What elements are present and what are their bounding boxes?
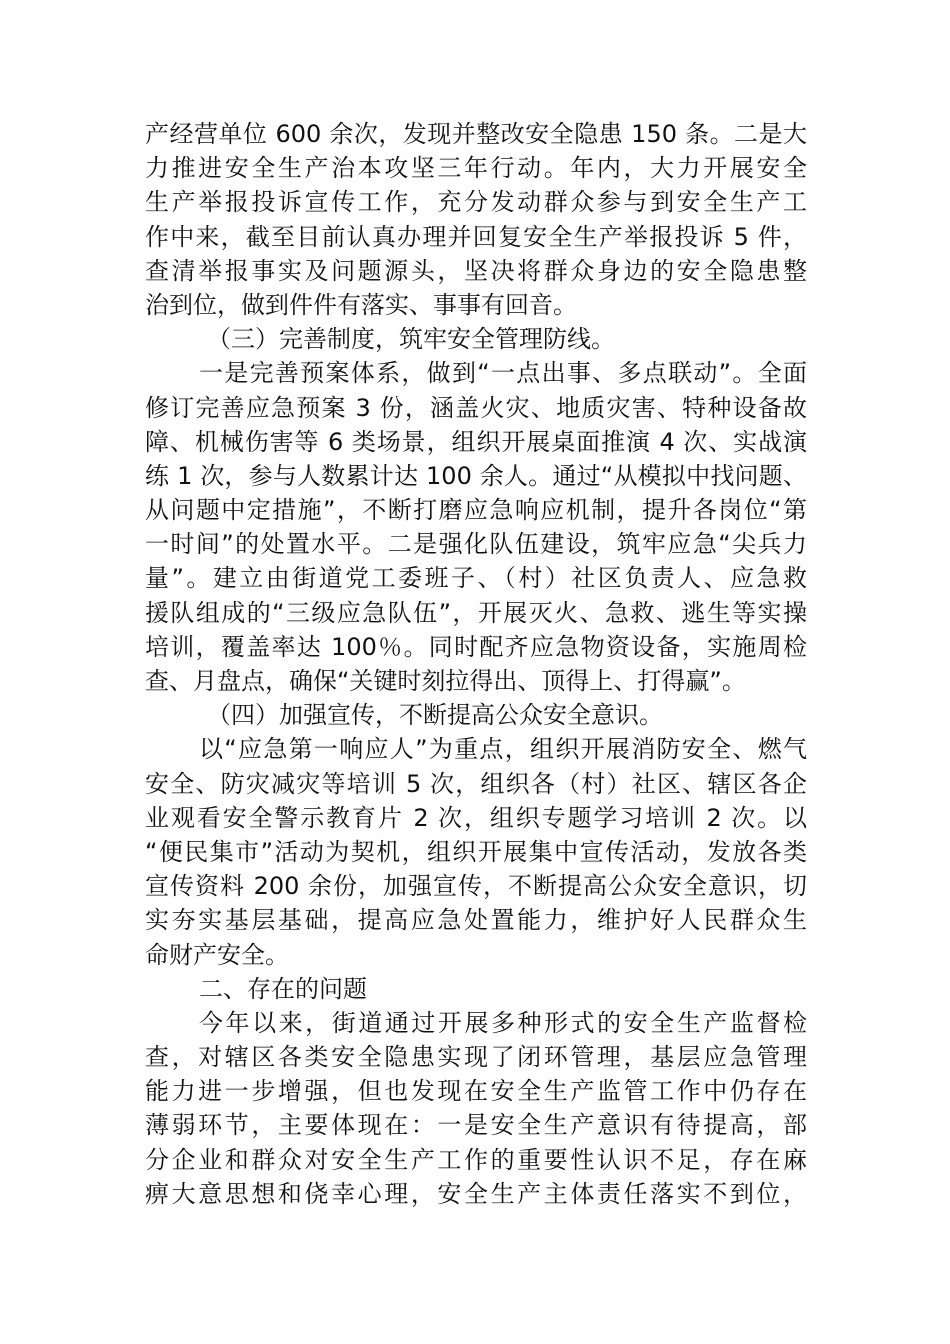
text-line: 一时间”的处置水平。二是强化队伍建设，筑牢应急“尖兵力	[145, 530, 807, 559]
section-heading: 二、存在的问题	[199, 974, 367, 1003]
text-line: 业观看安全警示教育片 2 次，组织专题学习培训 2 次。以	[145, 803, 807, 832]
text-line: 培训，覆盖率达 100％。同时配齐应急物资设备，实施周检	[145, 632, 807, 661]
text-line: 查、月盘点，确保“关键时刻拉得出、顶得上、打得赢”。	[145, 667, 746, 695]
subsection-heading: （三）完善制度，筑牢安全管理防线。	[207, 325, 615, 354]
paragraph-first-line: 以“应急第一响应人”为重点，组织开展消防安全、燃气	[199, 735, 807, 764]
document-page	[145, 117, 807, 1211]
text-line: 查清举报事实及问题源头，坚决将群众身边的安全隐患整	[145, 256, 807, 285]
subsection-heading: （四）加强宣传，不断提高公众安全意识。	[207, 701, 663, 730]
text-line: 能力进一步增强，但也发现在安全生产监管工作中仍存在	[145, 1077, 807, 1106]
text-line: 薄弱环节，主要体现在：一是安全生产意识有待提高，部	[145, 1111, 807, 1140]
text-line: “便民集市”活动为契机，组织开展集中宣传活动，发放各类	[145, 837, 807, 866]
text-line: 修订完善应急预案 3 份，涵盖火灾、地质灾害、特种设备故	[145, 393, 807, 422]
text-line: 从问题中定措施”，不断打磨应急响应机制，提升各岗位“第	[145, 496, 807, 525]
text-line: 产经营单位 600 余次，发现并整改安全隐患 150 条。二是大	[145, 120, 807, 148]
text-line: 查，对辖区各类安全隐患实现了闭环管理，基层应急管理	[145, 1043, 807, 1072]
paragraph-first-line: 今年以来，街道通过开展多种形式的安全生产监督检	[199, 1008, 807, 1037]
text-line: 命财产安全。	[145, 940, 289, 969]
text-line: 力推进安全生产治本攻坚三年行动。年内，大力开展安全	[145, 154, 807, 183]
text-line: 治到位，做到件件有落实、事事有回音。	[145, 290, 577, 319]
text-line: 痹大意思想和侥幸心理，安全生产主体责任落实不到位，	[145, 1179, 807, 1208]
text-line: 障、机械伤害等 6 类场景，组织开展桌面推演 4 次、实战演	[145, 427, 807, 456]
text-line: 生产举报投诉宣传工作，充分发动群众参与到安全生产工	[145, 188, 807, 217]
text-line: 分企业和群众对安全生产工作的重要性认识不足，存在麻	[145, 1145, 807, 1174]
text-line: 实夯实基层基础，提高应急处置能力，维护好人民群众生	[145, 906, 807, 935]
text-line: 练 1 次，参与人数累计达 100 余人。通过“从模拟中找问题、	[145, 461, 807, 490]
text-line: 作中来，截至目前认真办理并回复安全生产举报投诉 5 件，	[145, 222, 807, 251]
text-line: 宣传资料 200 余份，加强宣传，不断提高公众安全意识，切	[145, 872, 807, 901]
text-line: 援队组成的“三级应急队伍”，开展灭火、急救、逃生等实操	[145, 598, 807, 627]
text-line: 安全、防灾减灾等培训 5 次，组织各（村）社区、辖区各企	[145, 769, 807, 798]
paragraph-first-line: 一是完善预案体系，做到“一点出事、多点联动”。全面	[199, 359, 807, 388]
text-line: 量”。建立由街道党工委班子、（村）社区负责人、应急救	[145, 564, 807, 593]
